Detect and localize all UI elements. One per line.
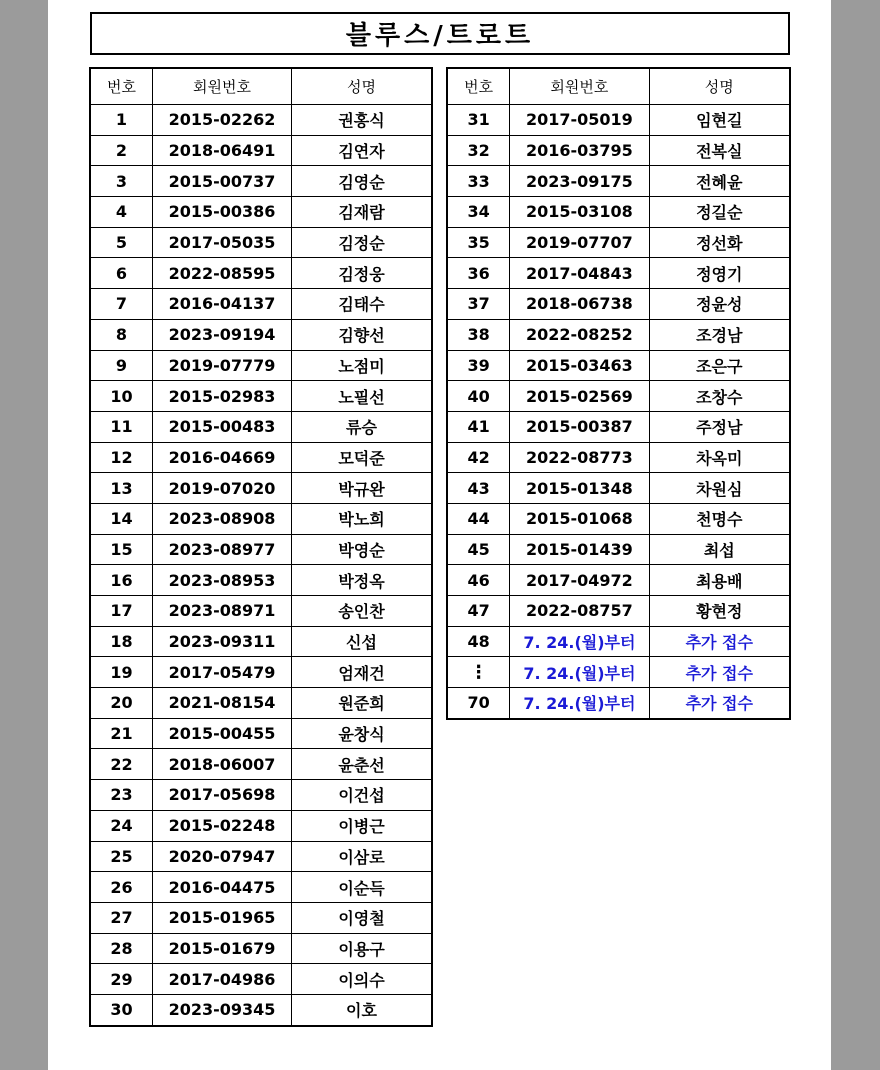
table-row — [448, 105, 790, 136]
slot-no: 70 — [448, 688, 510, 719]
cell-name: 김영순 — [292, 166, 432, 197]
cell-member-id: 2015-03463 — [510, 350, 649, 381]
header-row — [448, 69, 790, 105]
cell-no: 21 — [91, 718, 153, 749]
cell-name: 이병근 — [292, 810, 432, 841]
table-row — [91, 565, 432, 596]
table-row — [91, 350, 432, 381]
cell-member-id: 2023-08977 — [153, 534, 292, 565]
cell-name: 송인찬 — [292, 596, 432, 627]
cell-member-id: 2015-03108 — [510, 197, 649, 228]
table-row — [91, 780, 432, 811]
cell-member-id: 2017-04843 — [510, 258, 649, 289]
table-row — [91, 810, 432, 841]
table-row — [91, 626, 432, 657]
table-row — [448, 258, 790, 289]
cell-name: 김향선 — [292, 319, 432, 350]
table-row — [91, 166, 432, 197]
cell-name: 정윤성 — [649, 289, 789, 320]
cell-member-id: 2015-00386 — [153, 197, 292, 228]
table-row — [448, 411, 790, 442]
cell-name: 윤창식 — [292, 718, 432, 749]
cell-no: 41 — [448, 411, 510, 442]
cell-member-id: 2016-04669 — [153, 442, 292, 473]
cell-no: 46 — [448, 565, 510, 596]
cell-member-id: 2018-06007 — [153, 749, 292, 780]
cell-no: 1 — [91, 105, 153, 136]
cell-no: 28 — [91, 933, 153, 964]
cell-no: 18 — [91, 626, 153, 657]
cell-no: 5 — [91, 227, 153, 258]
cell-name: 황현정 — [649, 596, 789, 627]
cell-no: 7 — [91, 289, 153, 320]
cell-member-id: 2016-03795 — [510, 135, 649, 166]
table-row — [91, 688, 432, 719]
cell-no: 8 — [91, 319, 153, 350]
cell-member-id: 2018-06491 — [153, 135, 292, 166]
table-row — [91, 964, 432, 995]
cell-member-id: 2022-08252 — [510, 319, 649, 350]
table-row — [91, 657, 432, 688]
cell-name: 이건섭 — [292, 780, 432, 811]
table-row — [91, 135, 432, 166]
cell-no: 2 — [91, 135, 153, 166]
cell-no: 33 — [448, 166, 510, 197]
cell-name: 임현길 — [649, 105, 789, 136]
cell-name: 김연자 — [292, 135, 432, 166]
cell-name: 차옥미 — [649, 442, 789, 473]
cell-no: 12 — [91, 442, 153, 473]
cell-name: 모덕준 — [292, 442, 432, 473]
page-title: 블루스/트로트 — [90, 12, 790, 55]
cell-member-id: 2015-00483 — [153, 411, 292, 442]
table-row — [91, 105, 432, 136]
cell-name: 최섭 — [649, 534, 789, 565]
cell-name: 신섭 — [292, 626, 432, 657]
cell-no: 3 — [91, 166, 153, 197]
table-row — [91, 994, 432, 1025]
vertical-ellipsis-icon: ⋮ — [469, 661, 488, 683]
cell-member-id: 2017-04986 — [153, 964, 292, 995]
cell-member-id: 2015-01965 — [153, 902, 292, 933]
cell-no: 40 — [448, 381, 510, 412]
cell-no: 38 — [448, 319, 510, 350]
cell-no: 19 — [91, 657, 153, 688]
header-no: 번호 — [448, 69, 510, 105]
cell-no: 29 — [91, 964, 153, 995]
cell-name: 정영기 — [649, 258, 789, 289]
cell-name: 주정남 — [649, 411, 789, 442]
table-row — [448, 503, 790, 534]
table-row — [91, 227, 432, 258]
cell-name: 류승 — [292, 411, 432, 442]
cell-no: 44 — [448, 503, 510, 534]
cell-no: 34 — [448, 197, 510, 228]
cell-name: 이용구 — [292, 933, 432, 964]
cell-member-id: 2023-09194 — [153, 319, 292, 350]
cell-no: 15 — [91, 534, 153, 565]
cell-name: 박규완 — [292, 473, 432, 504]
table-row — [448, 473, 790, 504]
document-page — [48, 0, 831, 1070]
cell-member-id: 2019-07779 — [153, 350, 292, 381]
slot-date: 7. 24.(월)부터 — [510, 688, 649, 719]
cell-member-id: 2022-08595 — [153, 258, 292, 289]
cell-member-id: 2023-08908 — [153, 503, 292, 534]
cell-member-id: 2023-09311 — [153, 626, 292, 657]
cell-member-id: 2017-05698 — [153, 780, 292, 811]
slot-note: 추가 접수 — [649, 657, 789, 688]
cell-no: 4 — [91, 197, 153, 228]
slot-no: 48 — [448, 626, 510, 657]
table-row — [91, 289, 432, 320]
cell-name: 이호 — [292, 994, 432, 1025]
cell-no: 13 — [91, 473, 153, 504]
table-row — [448, 289, 790, 320]
cell-name: 김정웅 — [292, 258, 432, 289]
cell-member-id: 2015-02569 — [510, 381, 649, 412]
table-row — [91, 473, 432, 504]
cell-no: 11 — [91, 411, 153, 442]
cell-name: 조은구 — [649, 350, 789, 381]
cell-no: 45 — [448, 534, 510, 565]
open-slot-row-range — [448, 657, 790, 688]
cell-name: 이순득 — [292, 872, 432, 903]
cell-name: 윤춘선 — [292, 749, 432, 780]
slot-note: 추가 접수 — [649, 688, 789, 719]
cell-name: 이삼로 — [292, 841, 432, 872]
cell-member-id: 2016-04475 — [153, 872, 292, 903]
cell-member-id: 2015-02248 — [153, 810, 292, 841]
table-row — [448, 197, 790, 228]
table-row — [448, 534, 790, 565]
table-row — [448, 166, 790, 197]
cell-name: 노필선 — [292, 381, 432, 412]
table-row — [91, 411, 432, 442]
cell-member-id: 2015-01068 — [510, 503, 649, 534]
cell-name: 김정순 — [292, 227, 432, 258]
cell-no: 25 — [91, 841, 153, 872]
cell-name: 김재람 — [292, 197, 432, 228]
table-row — [91, 933, 432, 964]
table-row — [448, 227, 790, 258]
table-row — [91, 381, 432, 412]
cell-name: 이의수 — [292, 964, 432, 995]
header-member-id: 회원번호 — [510, 69, 649, 105]
table-row — [91, 902, 432, 933]
header-no: 번호 — [91, 69, 153, 105]
cell-member-id: 2015-00387 — [510, 411, 649, 442]
cell-member-id: 2017-04972 — [510, 565, 649, 596]
cell-name: 최용배 — [649, 565, 789, 596]
slot-ellipsis — [448, 657, 510, 688]
cell-no: 10 — [91, 381, 153, 412]
cell-member-id: 2022-08757 — [510, 596, 649, 627]
cell-no: 39 — [448, 350, 510, 381]
cell-no: 31 — [448, 105, 510, 136]
cell-name: 조경남 — [649, 319, 789, 350]
cell-no: 37 — [448, 289, 510, 320]
cell-member-id: 2017-05035 — [153, 227, 292, 258]
cell-no: 35 — [448, 227, 510, 258]
cell-member-id: 2017-05019 — [510, 105, 649, 136]
cell-member-id: 2016-04137 — [153, 289, 292, 320]
cell-no: 23 — [91, 780, 153, 811]
table-row — [91, 258, 432, 289]
cell-member-id: 2015-01348 — [510, 473, 649, 504]
cell-name: 박노희 — [292, 503, 432, 534]
cell-name: 이영철 — [292, 902, 432, 933]
cell-member-id: 2019-07020 — [153, 473, 292, 504]
header-row — [91, 69, 432, 105]
cell-no: 30 — [91, 994, 153, 1025]
cell-no: 16 — [91, 565, 153, 596]
cell-no: 17 — [91, 596, 153, 627]
cell-no: 9 — [91, 350, 153, 381]
cell-member-id: 2023-09345 — [153, 994, 292, 1025]
cell-member-id: 2020-07947 — [153, 841, 292, 872]
table-row — [448, 319, 790, 350]
cell-no: 6 — [91, 258, 153, 289]
cell-no: 24 — [91, 810, 153, 841]
table-row — [91, 197, 432, 228]
header-member-id: 회원번호 — [153, 69, 292, 105]
table-row — [448, 381, 790, 412]
cell-no: 26 — [91, 872, 153, 903]
table-row — [448, 596, 790, 627]
cell-name: 정길순 — [649, 197, 789, 228]
cell-no: 42 — [448, 442, 510, 473]
cell-member-id: 2015-02262 — [153, 105, 292, 136]
open-slot-row-first — [448, 626, 790, 657]
cell-member-id: 2015-02983 — [153, 381, 292, 412]
cell-name: 박영순 — [292, 534, 432, 565]
table-row — [91, 872, 432, 903]
slot-date: 7. 24.(월)부터 — [510, 657, 649, 688]
cell-no: 36 — [448, 258, 510, 289]
table-row — [91, 442, 432, 473]
roster-table-left — [90, 68, 432, 1026]
cell-name: 전복실 — [649, 135, 789, 166]
cell-no: 43 — [448, 473, 510, 504]
cell-name: 전혜윤 — [649, 166, 789, 197]
cell-no: 47 — [448, 596, 510, 627]
table-row — [91, 841, 432, 872]
open-slot-row-last — [448, 688, 790, 719]
cell-name: 원준희 — [292, 688, 432, 719]
cell-member-id: 2018-06738 — [510, 289, 649, 320]
cell-member-id: 2023-08971 — [153, 596, 292, 627]
header-name: 성명 — [292, 69, 432, 105]
table-row — [91, 503, 432, 534]
table-row — [91, 718, 432, 749]
cell-no: 14 — [91, 503, 153, 534]
cell-name: 정선화 — [649, 227, 789, 258]
cell-member-id: 2015-00455 — [153, 718, 292, 749]
cell-member-id: 2023-09175 — [510, 166, 649, 197]
cell-name: 김태수 — [292, 289, 432, 320]
cell-name: 노점미 — [292, 350, 432, 381]
cell-name: 엄재건 — [292, 657, 432, 688]
cell-member-id: 2022-08773 — [510, 442, 649, 473]
cell-member-id: 2021-08154 — [153, 688, 292, 719]
cell-name: 조창수 — [649, 381, 789, 412]
cell-member-id: 2017-05479 — [153, 657, 292, 688]
table-row — [448, 135, 790, 166]
cell-member-id: 2015-01439 — [510, 534, 649, 565]
slot-date: 7. 24.(월)부터 — [510, 626, 649, 657]
cell-member-id: 2015-01679 — [153, 933, 292, 964]
table-row — [448, 565, 790, 596]
cell-name: 권홍식 — [292, 105, 432, 136]
cell-name: 차원심 — [649, 473, 789, 504]
cell-no: 20 — [91, 688, 153, 719]
cell-name: 천명수 — [649, 503, 789, 534]
roster-table-right — [447, 68, 790, 719]
table-row — [91, 749, 432, 780]
cell-no: 27 — [91, 902, 153, 933]
cell-member-id: 2023-08953 — [153, 565, 292, 596]
table-row — [448, 442, 790, 473]
table-row — [91, 319, 432, 350]
cell-no: 22 — [91, 749, 153, 780]
slot-note: 추가 접수 — [649, 626, 789, 657]
table-row — [448, 350, 790, 381]
table-row — [91, 534, 432, 565]
header-name: 성명 — [649, 69, 789, 105]
table-row — [91, 596, 432, 627]
cell-member-id: 2015-00737 — [153, 166, 292, 197]
cell-name: 박정옥 — [292, 565, 432, 596]
cell-member-id: 2019-07707 — [510, 227, 649, 258]
cell-no: 32 — [448, 135, 510, 166]
